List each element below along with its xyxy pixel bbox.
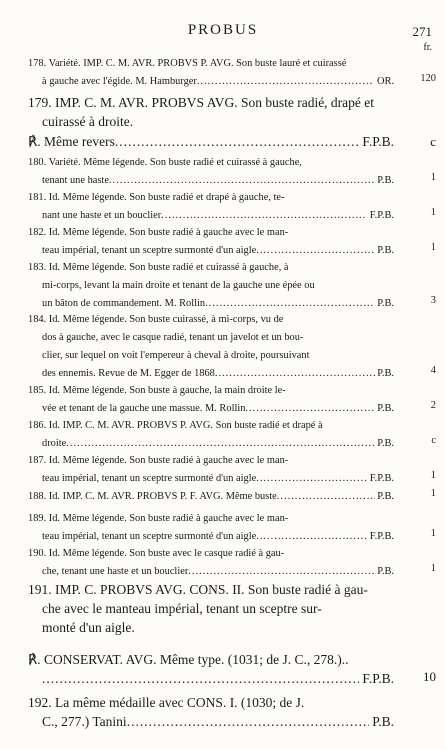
entry-text: 189. Id. Même légende. Son buste radié à gauche avec le man- — [28, 513, 289, 524]
grade-label: P.B. — [374, 175, 394, 186]
entry-line — [28, 154, 394, 172]
price-value: 3 — [430, 295, 436, 306]
dot-leader — [245, 400, 374, 418]
entry-text: C., 277.) Tanini — [42, 714, 127, 729]
entry-text: teau impérial, tenant un sceptre surmonté d'un aigle — [42, 245, 257, 256]
entry-181 — [28, 189, 394, 225]
dot-leader — [127, 712, 369, 731]
entry-line — [28, 112, 394, 131]
entry-line — [28, 132, 394, 151]
entry-text: nant une haste et un bouclier — [42, 210, 162, 221]
entry-line — [28, 224, 394, 242]
price-value: c — [431, 435, 436, 446]
grade-label: F.P.B. — [367, 210, 394, 221]
entry-line — [28, 242, 394, 260]
price-value: 1 — [430, 242, 436, 253]
grade-label: P.B. — [374, 491, 394, 502]
price-value: 1 — [430, 470, 436, 481]
entry-182 — [28, 224, 394, 260]
dot-leader — [215, 365, 375, 383]
dot-leader — [256, 470, 367, 488]
entry-179 — [28, 93, 394, 131]
entry-text: che avec le manteau impérial, tenant un sceptre sur- — [42, 601, 322, 616]
running-title: PROBUS — [187, 22, 259, 38]
entry-192 — [28, 693, 394, 731]
entry-line — [28, 712, 394, 731]
entry-line — [28, 189, 394, 207]
grade-label: P.B. — [374, 368, 394, 379]
entry-text: 192. La même médaille avec CONS. I. (1030; de J. — [28, 695, 305, 710]
entry-line — [28, 618, 394, 637]
entry-line — [28, 650, 394, 669]
dot-leader — [42, 669, 359, 688]
entry-text: 188. Id. IMP. C. M. AVR. PROBVS P. F. AVG. Même buste — [28, 491, 277, 502]
entry-line — [28, 510, 394, 528]
entry-line — [28, 400, 394, 418]
entry-line — [28, 55, 394, 73]
entry-183 — [28, 259, 394, 313]
dot-leader — [109, 172, 375, 190]
entry-184 — [28, 311, 394, 383]
entry-text: teau impérial, tenant un sceptre surmonté d'un aigle — [42, 531, 257, 542]
entry-text: 181. Id. Même légende. Son buste radié et drapé à gauche, te- — [28, 192, 285, 203]
entry-R-179 — [28, 132, 394, 151]
grade-label: P.B. — [374, 245, 394, 256]
price-value: c — [430, 134, 436, 149]
price-value: 1 — [430, 207, 436, 218]
price-value: 120 — [420, 73, 436, 84]
entry-line — [28, 452, 394, 470]
entry-line — [28, 172, 394, 190]
grade-label: P.B. — [374, 438, 394, 449]
entry-text: clier, sur lequel on voit l'empereur à cheval à droite, poursuivant — [42, 350, 310, 361]
entry-line — [28, 470, 394, 488]
grade-label: P.B. — [368, 714, 394, 729]
grade-label: F.P.B. — [367, 531, 394, 542]
price-value: 1 — [430, 563, 436, 574]
entry-line — [28, 488, 394, 506]
entry-text: 186. Id. IMP. C. M. AVR. PROBVS P. AVG. Son buste radié et drapé à — [28, 420, 323, 431]
entry-line — [28, 365, 394, 383]
dot-leader — [277, 488, 375, 506]
entry-line — [28, 545, 394, 563]
price-value: 10 — [423, 669, 436, 684]
entry-text: un bâton de commandement. M. Rollin — [42, 298, 206, 309]
entry-line — [28, 528, 394, 546]
grade-label: P.B. — [374, 566, 394, 577]
entry-text: 185. Id. Même légende. Son buste à gauche, la main droite le- — [28, 385, 286, 396]
dot-leader — [197, 73, 374, 91]
entry-text: droite — [42, 438, 67, 449]
entry-text: des ennemis. Revue de M. Egger de 1868 — [42, 368, 215, 379]
price-value: 2 — [430, 400, 436, 411]
entry-190 — [28, 545, 394, 581]
entry-line — [28, 382, 394, 400]
entry-line — [28, 347, 394, 365]
entry-line — [28, 435, 394, 453]
entry-line — [28, 277, 394, 295]
entry-R-191 — [28, 650, 394, 688]
dot-leader — [188, 563, 374, 581]
entry-191 — [28, 580, 394, 637]
entry-text: monté d'un aigle. — [42, 620, 135, 635]
entry-text: 191. IMP. C. PROBVS AVG. CONS. II. Son buste radié à gau- — [28, 582, 368, 597]
entry-185 — [28, 382, 394, 418]
grade-label: OR. — [374, 76, 394, 87]
dot-leader — [66, 435, 374, 453]
entry-text: ℟. CONSERVAT. AVG. Même type. (1031; de J. C., 278.).. — [28, 652, 349, 667]
price-value: 4 — [430, 365, 436, 376]
entry-line — [28, 311, 394, 329]
entry-text: 183. Id. Même légende. Son buste radié et cuirassé à gauche, à — [28, 262, 289, 273]
entry-text: vée et tenant de la gauche une massue. M. Rollin — [42, 403, 246, 414]
price-unit-label: fr. — [423, 42, 432, 53]
entry-text: tenant une haste — [42, 175, 109, 186]
entry-line — [28, 693, 394, 712]
entry-line — [28, 669, 394, 688]
dot-leader — [115, 132, 359, 151]
dot-leader — [256, 528, 367, 546]
entry-line — [28, 93, 394, 112]
entry-line — [28, 563, 394, 581]
entry-186 — [28, 417, 394, 453]
entry-text: mi-corps, levant la main droite et tenant de la gauche une épée ou — [42, 280, 315, 291]
entry-text: 182. Id. Même légende. Son buste radié à gauche avec le man- — [28, 227, 289, 238]
entry-text: che, tenant une haste et un bouclier — [42, 566, 189, 577]
price-value: 1 — [430, 528, 436, 539]
entry-text: 179. IMP. C. M. AVR. PROBVS AVG. Son buste radié, drapé et — [28, 95, 375, 110]
grade-label: F.P.B. — [359, 671, 394, 686]
entry-line — [28, 259, 394, 277]
entry-text: 187. Id. Même légende. Son buste radié à gauche avec le man- — [28, 455, 289, 466]
entry-line — [28, 73, 394, 91]
grade-label: F.P.B. — [359, 134, 394, 149]
entry-line — [28, 329, 394, 347]
entry-text: 184. Id. Même légende. Son buste cuirassé, à mi-corps, vu de — [28, 314, 284, 325]
entry-line — [28, 599, 394, 618]
entry-187 — [28, 452, 394, 488]
grade-label: F.P.B. — [367, 473, 394, 484]
entry-text: à gauche avec l'égide. M. Hamburger — [42, 76, 197, 87]
entry-text: 190. Id. Même légende. Son buste avec le casque radié à gau- — [28, 548, 285, 559]
price-value: 1 — [430, 172, 436, 183]
entry-178 — [28, 55, 394, 91]
entry-text: dos à gauche, avec le casque radié, tenant un javelot et un bou- — [42, 332, 304, 343]
grade-label: P.B. — [374, 403, 394, 414]
dot-leader — [161, 207, 367, 225]
entry-line — [28, 207, 394, 225]
entry-189 — [28, 510, 394, 546]
entry-text: ℟. Même revers — [28, 134, 115, 149]
entry-text: teau impérial, tenant un sceptre surmonté d'un aigle — [42, 473, 257, 484]
entry-text: cuirassé à droite. — [42, 114, 134, 129]
entry-text: 178. Variété. IMP. C. M. AVR. PROBVS P. AVG. Son buste lauré et cuirassé — [28, 58, 347, 69]
entry-line — [28, 417, 394, 435]
entry-line — [28, 580, 394, 599]
entry-188 — [28, 488, 394, 506]
dot-leader — [256, 242, 374, 260]
grade-label: P.B. — [374, 298, 394, 309]
page-number: 271 — [412, 24, 432, 39]
price-value: 1 — [430, 488, 436, 499]
entry-text: 180. Variété. Même légende. Son buste radié et cuirassé à gauche, — [28, 157, 302, 168]
entry-180 — [28, 154, 394, 190]
